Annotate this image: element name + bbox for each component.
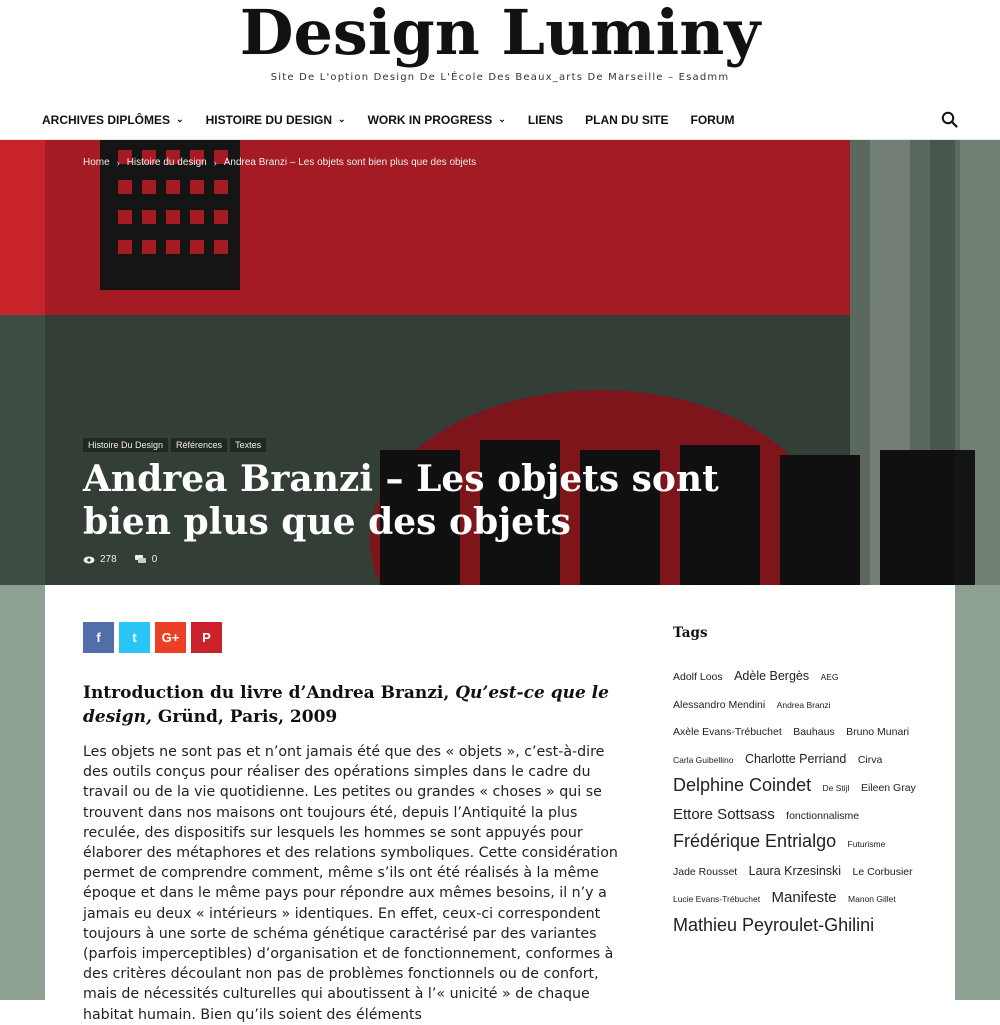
twitter-icon: t [132,630,137,645]
page-title: Andrea Branzi – Les objets sont bien plus que des objets [83,458,719,543]
tag-link[interactable]: Bauhaus [793,726,835,738]
breadcrumb-item: Andrea Branzi – Les objets sont bien plus que des objets [223,157,477,168]
tag-link[interactable]: Carla Guibellino [673,754,734,765]
tag-link[interactable]: Lucie Evans-Trébuchet [673,894,761,904]
main-nav [0,100,1000,140]
views-value: 278 [100,554,117,565]
tag-link[interactable]: Adèle Bergès [734,669,810,683]
tag-link[interactable]: Le Corbusier [852,865,913,878]
category-tag[interactable]: Références [171,438,227,452]
tags-title: Tags [673,625,708,641]
tag-link[interactable]: Manifeste [771,889,837,906]
pinterest-icon: P [202,630,211,645]
comments-icon [135,555,147,564]
tag-link[interactable]: Frédérique Entrialgo [673,831,837,851]
breadcrumb [83,157,476,168]
tag-link[interactable]: Adolf Loos [673,671,723,683]
nav-item-label: HISTOIRE DU DESIGN [205,113,333,127]
facebook-icon: f [96,630,101,645]
facebook-share-button[interactable] [83,622,114,653]
tag-cloud [673,663,923,939]
category-tag[interactable]: Textes [230,438,266,452]
tag-link[interactable]: Futurisme [847,839,886,849]
tag-link[interactable]: Manon Gillet [848,894,896,904]
article-heading-text: Introduction du livre d’Andrea Branzi, [83,683,456,703]
content-card [45,585,955,1023]
site-title[interactable]: Design Luminy [239,0,761,69]
tag-link[interactable]: Delphine Coindet [673,775,812,795]
hero [0,140,1000,585]
article-heading-tail: Gründ, Paris, 2009 [151,707,338,727]
article-heading [83,681,643,729]
site-header [0,0,1000,100]
tag-link[interactable]: De Stijl [822,783,850,793]
comments-value: 0 [151,554,158,565]
nav-item-label: WORK IN PROGRESS [367,113,493,127]
nav-item-plan-du-site[interactable] [585,113,668,127]
tag-link[interactable]: Jade Rousset [673,865,738,878]
breadcrumb-separator-icon: › [213,157,217,168]
tag-link[interactable]: Bruno Munari [846,726,910,738]
nav-item-archives-dipl-mes[interactable] [42,113,184,127]
tag-link[interactable]: Alessandro Mendini [673,698,766,711]
tag-link[interactable]: Cirva [857,753,883,766]
tag-link[interactable]: fonctionnalisme [786,809,860,822]
post-meta [83,554,175,565]
tag-link[interactable]: Ettore Sottsass [673,805,775,823]
tag-link[interactable]: Charlotte Perriand [744,751,847,766]
tag-link[interactable]: Axèle Evans-Trébuchet [673,726,782,738]
share-buttons [83,622,227,653]
nav-item-histoire-du-design[interactable] [206,113,346,127]
tag-link[interactable]: Andrea Branzi [776,699,831,710]
category-tags [83,438,269,452]
comments-count[interactable] [135,554,158,565]
site-tagline: Site De L'option Design De L'École Des Beaux_arts De Marseille – Esadmm [270,72,730,83]
category-tag[interactable]: Histoire Du Design [83,438,168,452]
tag-link[interactable]: Mathieu Peyroulet-Ghilini [673,914,875,935]
nav-item-work-in-progress[interactable] [368,113,506,127]
nav-item-label: FORUM [690,113,735,127]
googleplus-icon: G+ [161,630,180,645]
breadcrumb-item[interactable]: Home [83,157,110,168]
tag-link[interactable]: Eileen Gray [860,782,916,794]
nav-item-label: ARCHIVES DIPLÔMES [42,113,171,127]
chevron-down-icon: ⌄ [498,113,506,124]
twitter-share-button[interactable] [119,622,150,653]
nav-item-label: PLAN DU SITE [585,113,669,127]
article-heading-book-title: Qu’est-ce que le design, [83,683,609,727]
eye-icon [83,556,95,564]
tag-link[interactable]: AEG [820,672,839,682]
breadcrumb-separator-icon: › [116,157,120,168]
pinterest-share-button[interactable] [191,622,222,653]
googleplus-share-button[interactable] [155,622,186,653]
views-count [83,554,117,565]
tag-link[interactable]: Laura Krzesinski [748,863,842,878]
search-icon[interactable] [940,110,960,130]
nav-menu [42,100,757,140]
chevron-down-icon: ⌄ [176,113,184,124]
breadcrumb-item[interactable]: Histoire du design [126,157,207,168]
nav-item-forum[interactable] [691,113,735,127]
article-paragraph: Les objets ne sont pas et n’ont jamais été que des « objets », c’est-à-dire des outils conçus pour réaliser des opérations simples dans le cadre du travail ou de la vie quotidienne. Les petites ou grandes « choses » qui se trouvent dans nos maisons ont toujours été, depuis l’Antiquité la plus reculée, des dispositifs sur lesquels les hommes se sont appuyés pour élaborer des métaphores et des relations symboliques. Cette considération permet de comprendre comment, même s’ils ont été réalisés à la même époque et dans le même pays pour répondre aux mêmes besoins, il n’y a jamais eu deux « intérieurs » identiques. En effet, ceux-ci correspondent toujours à une sorte de schéma génétique caractérisé par des variantes (parfois imperceptibles) d’organisation et de fonctionnement, conformes à des critères découlant non pas de problèmes fonctionnels ou de confort, mais de nécessités culturelles qui aboutissent à l’« unicité » de chaque habitat humain. Bien qu’ils soient des éléments [83,744,618,1023]
chevron-down-icon: ⌄ [338,113,346,124]
nav-item-label: LIENS [527,113,564,127]
nav-item-liens[interactable] [528,113,563,127]
